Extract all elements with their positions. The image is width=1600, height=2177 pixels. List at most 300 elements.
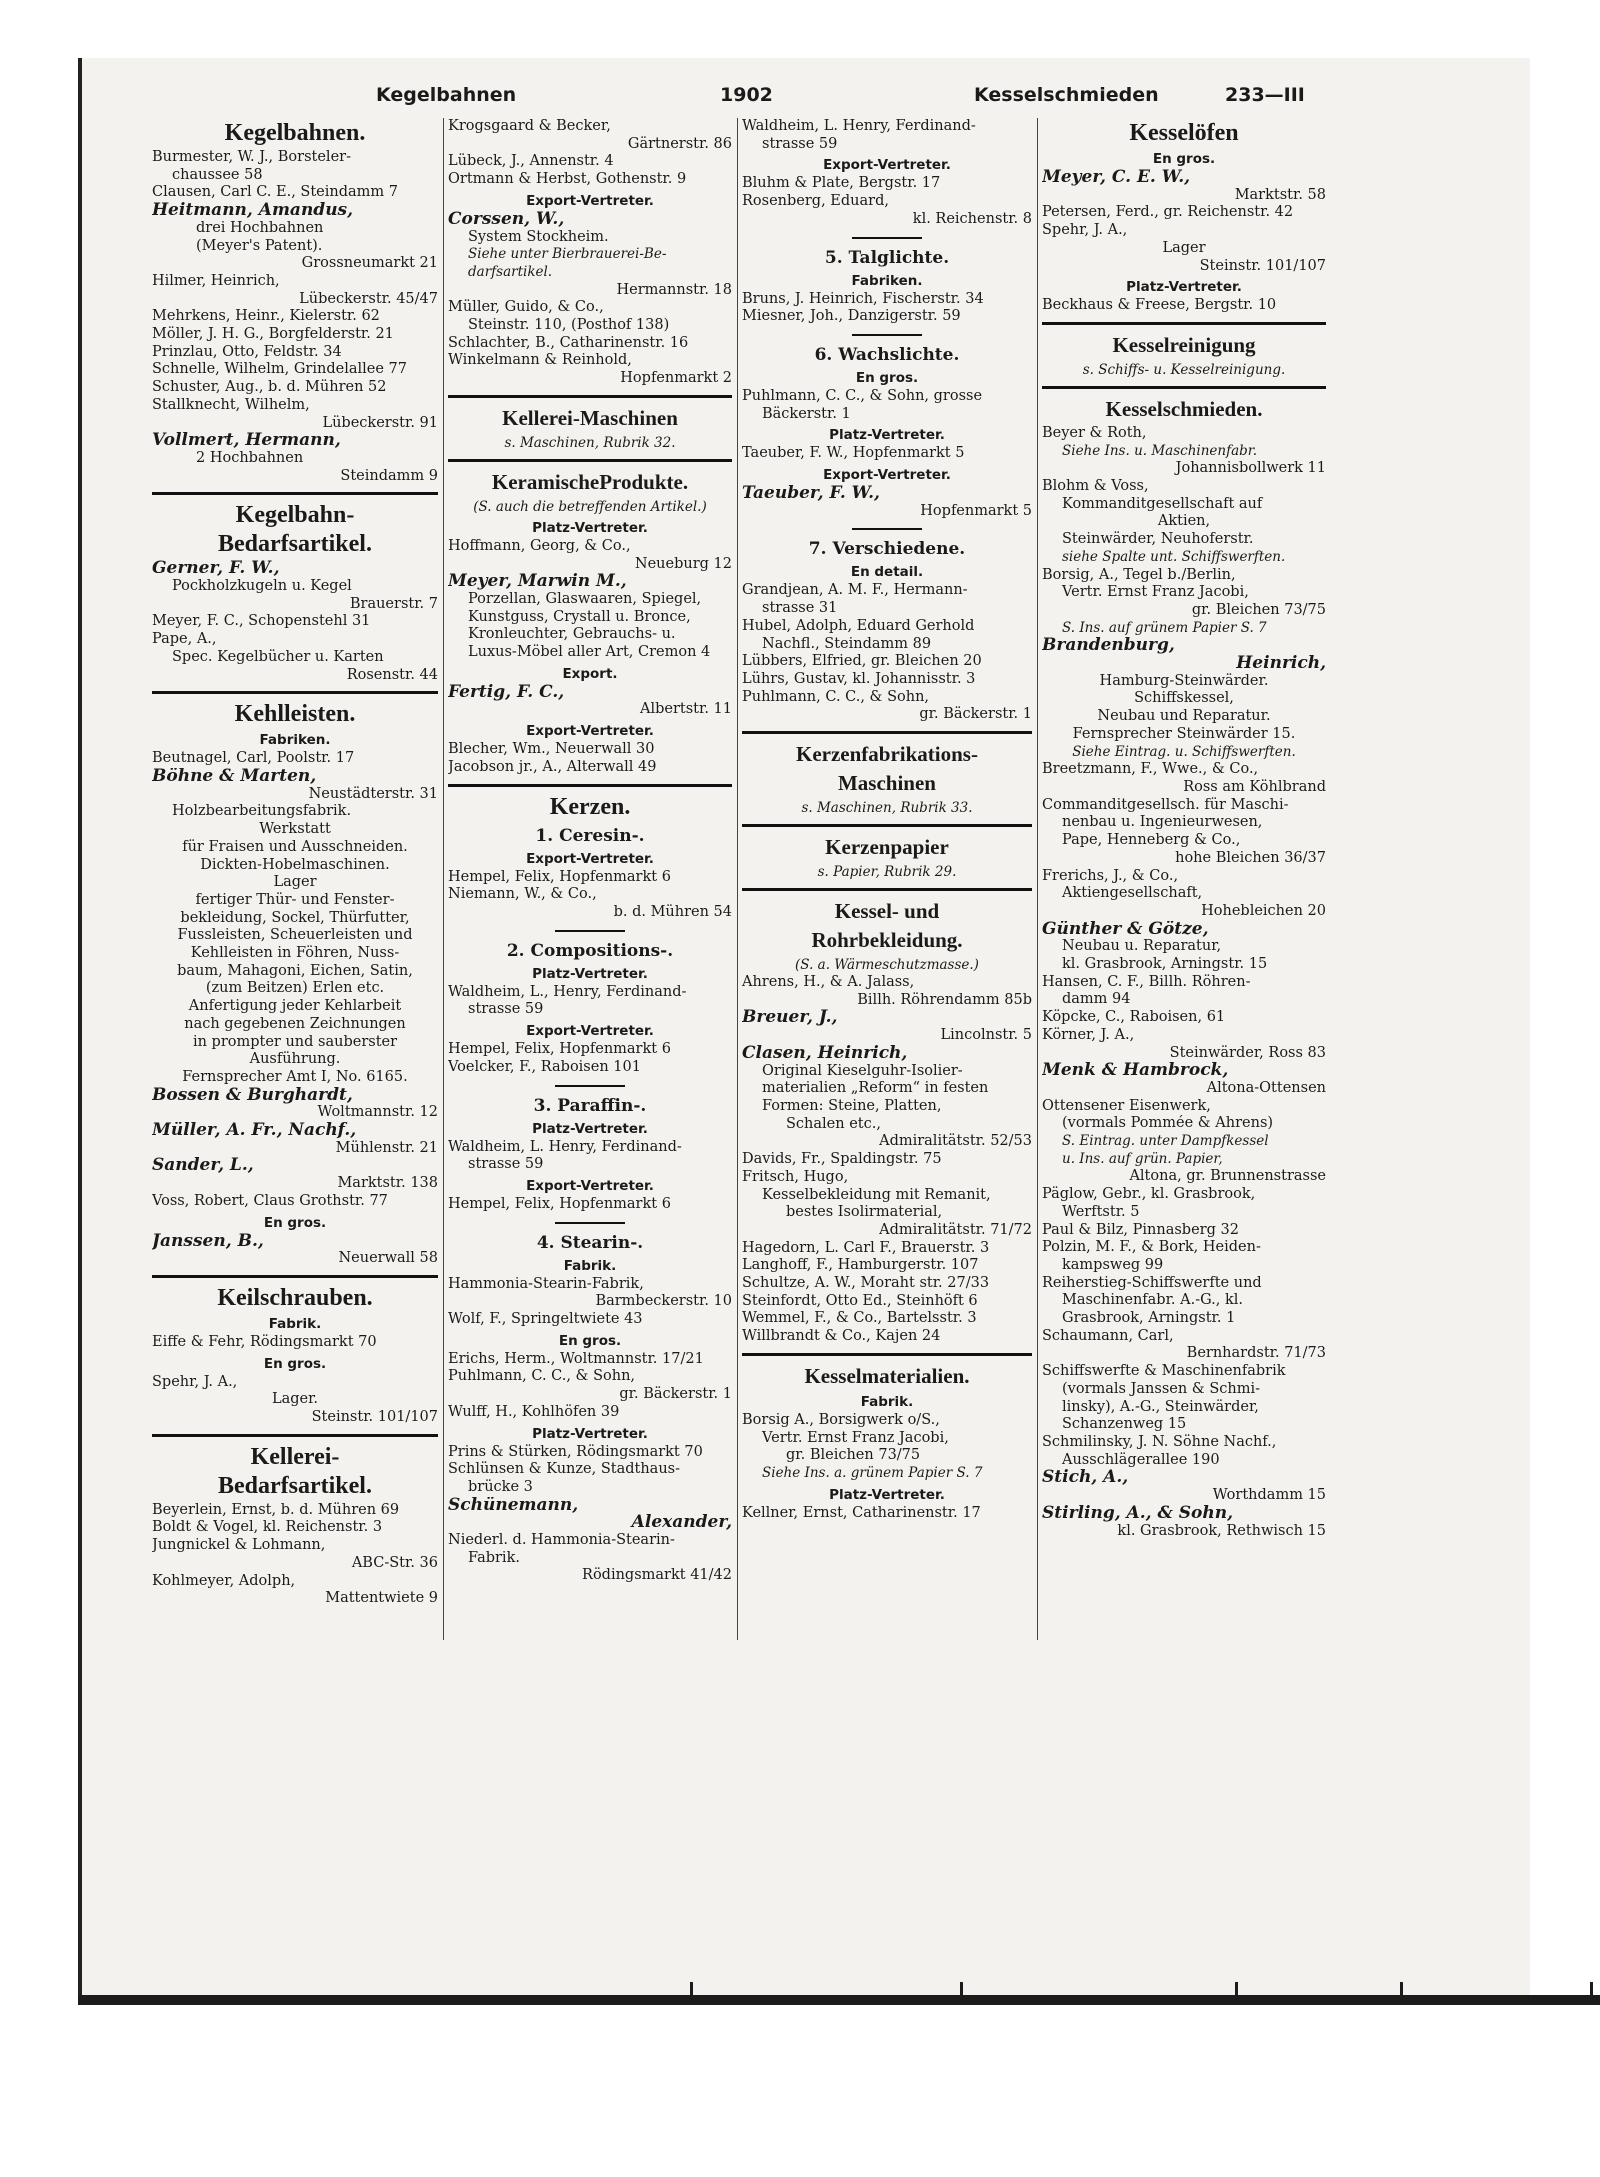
directory-entry: Sander, L., [152, 1157, 254, 1176]
directory-entry: Siehe Eintrag. u. Schiffswerften. [1072, 743, 1296, 760]
edge-tick [960, 1982, 963, 1998]
directory-entry: Langhoff, F., Hamburgerstr. 107 [742, 1257, 979, 1274]
directory-entry [1042, 602, 1326, 620]
column-1 [152, 118, 438, 1902]
directory-entry: Schaumann, Carl, [1042, 1327, 1174, 1344]
subheading: Fabrik. [860, 1393, 914, 1410]
subheading: En gros. [263, 1214, 327, 1231]
entry-address: gr. Bäckerstr. 1 [919, 706, 1032, 723]
directory-entry: Corssen, W., [448, 210, 565, 229]
directory-entry: Boldt & Vogel, kl. Reichenstr. 3 [152, 1519, 383, 1536]
section-rule [448, 784, 732, 787]
directory-entry [152, 291, 438, 309]
directory-entry: Hagedorn, L. Carl F., Brauerstr. 3 [742, 1239, 990, 1256]
entry-address: Steinwärder, Ross 83 [1169, 1044, 1326, 1061]
subheading: Export-Vertreter. [526, 1177, 654, 1194]
entry-address: Billh. Röhrendamm 85b [857, 991, 1032, 1008]
category-heading: Kegelbahn- [235, 502, 355, 529]
directory-entry: Ausführung. [249, 1051, 341, 1068]
directory-entry: Petersen, Ferd., gr. Reichenstr. 42 [1042, 204, 1294, 221]
entry-address: gr. Bleichen 73/75 [1191, 601, 1326, 618]
numbered-section: 3. Paraffin-. [533, 1095, 647, 1116]
subheading: Export-Vertreter. [526, 1023, 654, 1040]
directory-entry: Hilmer, Heinrich, [152, 272, 280, 289]
directory-entry: Puhlmann, C. C., & Sohn, grosse [742, 387, 983, 404]
directory-entry: strasse 59 [468, 1001, 544, 1018]
directory-entry: Blecher, Wm., Neuerwall 30 [448, 741, 655, 758]
directory-entry: Schlünsen & Kunze, Stadthaus- [448, 1461, 680, 1478]
numbered-section: 6. Wachslichte. [814, 344, 960, 365]
directory-entry [1042, 258, 1326, 276]
section-rule [1042, 386, 1326, 389]
entry-address: hohe Bleichen 36/37 [1175, 849, 1326, 866]
entry-address: kl. Grasbrook, Rethwisch 15 [1117, 1522, 1326, 1539]
directory-entry: Schlachter, B., Catharinenstr. 16 [448, 334, 689, 351]
directory-entry: Siehe unter Bierbrauerei-Be- [468, 246, 667, 263]
section-rule [1042, 322, 1326, 325]
directory-entry [448, 1514, 732, 1532]
directory-entry: Spec. Kegelbücher u. Karten [172, 648, 384, 665]
section-rule [852, 334, 922, 336]
entry-address: Johannisbollwerk 11 [1175, 460, 1326, 477]
directory-entry: bekleidung, Sockel, Thürfutter, [180, 909, 410, 926]
directory-entry: Steinwärder, Neuhoferstr. [1062, 531, 1254, 548]
directory-entry: Taeuber, F. W., [742, 485, 880, 503]
entry-address: Marktstr. 138 [337, 1175, 438, 1192]
directory-entry: Waldheim, L. Henry, Ferdinand- [448, 1138, 682, 1155]
directory-entry: Lager. [271, 1391, 319, 1408]
entry-address: Gärtnerstr. 86 [627, 135, 732, 152]
entry-address: Hermannstr. 18 [616, 281, 732, 298]
directory-entry: Porzellan, Glaswaaren, Spiegel, [468, 590, 702, 607]
category-heading: Kehlleisten. [234, 701, 356, 728]
subheading: Platz-Vertreter. [1126, 279, 1242, 296]
directory-entry [152, 786, 438, 804]
directory-entry [742, 1027, 1032, 1045]
directory-entry: Dickten-Hobelmaschinen. [200, 856, 390, 873]
numbered-section: 7. Verschiedene. [808, 539, 966, 560]
directory-entry: Schiffskessel, [1134, 690, 1234, 707]
directory-entry [152, 1250, 438, 1268]
directory-entry: Original Kieselguhr-Isolier- [762, 1062, 963, 1079]
subheading: En gros. [263, 1355, 327, 1372]
subheading: Platz-Vertreter. [829, 427, 945, 444]
directory-entry: Stich, A., [1042, 1469, 1129, 1488]
directory-entry: Borsig, A., Tegel b./Berlin, [1042, 566, 1236, 583]
directory-entry: Anfertigung jeder Kehlarbeit [188, 998, 402, 1015]
directory-entry: Pape, Henneberg & Co., [1062, 832, 1241, 849]
section-rule [448, 395, 732, 398]
category-heading: Keilschrauben. [217, 1284, 373, 1311]
directory-entry: Hamburg-Steinwärder. [1099, 672, 1269, 689]
directory-entry [448, 904, 732, 922]
section-rule [152, 1275, 438, 1278]
directory-entry: Willbrandt & Co., Kajen 24 [742, 1328, 941, 1345]
entry-address: kl. Reichenstr. 8 [912, 210, 1032, 227]
directory-entry: Niederl. d. Hammonia-Stearin- [448, 1532, 675, 1549]
directory-entry [1042, 1487, 1326, 1505]
directory-entry: Hubel, Adolph, Eduard Gerhold [742, 617, 975, 634]
entry-address: Albertstr. 11 [639, 701, 732, 718]
directory-entry: Beyerlein, Ernst, b. d. Mühren 69 [152, 1501, 400, 1518]
directory-entry: Köpcke, C., Raboisen, 61 [1042, 1009, 1226, 1026]
section-rule [742, 731, 1032, 734]
subheading: Fabriken. [259, 732, 331, 749]
directory-entry: 2 Hochbahnen [196, 449, 304, 466]
directory-entry: Jungnickel & Lohmann, [152, 1537, 326, 1554]
directory-entry [1042, 903, 1326, 921]
directory-entry: Aktiengesellschaft, [1062, 885, 1203, 902]
directory-entry [152, 255, 438, 273]
directory-entry: (Meyer's Patent). [196, 237, 323, 254]
directory-entry: kl. Grasbrook, Arningstr. 15 [1062, 956, 1268, 973]
column-divider [443, 118, 444, 1640]
section-rule [555, 1085, 625, 1087]
subheading: Fabrik. [563, 1257, 617, 1274]
directory-entry: Kehlleisten in Föhren, Nuss- [190, 945, 400, 962]
cross-reference: s. Schiffs- u. Kesselreinigung. [1082, 361, 1286, 378]
entry-address: Heinrich, [1236, 655, 1326, 673]
subheading: En gros. [855, 369, 919, 386]
directory-entry: Steinfordt, Otto Ed., Steinhöft 6 [742, 1292, 978, 1309]
entry-address: Alexander, [631, 1514, 732, 1533]
subheading: Fabrik. [268, 1315, 322, 1332]
directory-entry: Ausschlägerallee 190 [1062, 1451, 1220, 1468]
section-rule [852, 528, 922, 530]
directory-entry: Lager [273, 874, 317, 891]
directory-entry: Voelcker, F., Raboisen 101 [448, 1058, 641, 1075]
category-heading: Kesselöfen [1129, 120, 1239, 146]
directory-entry: Erichs, Herm., Woltmannstr. 17/21 [448, 1350, 704, 1367]
directory-entry: Formen: Steine, Platten, [762, 1097, 942, 1114]
directory-entry: Grandjean, A. M. F., Hermann- [742, 582, 968, 599]
directory-entry: Meyer, Marwin M., [448, 573, 627, 591]
directory-entry: Siehe Ins. u. Maschinenfabr. [1062, 442, 1258, 459]
subheading: Export-Vertreter. [823, 467, 951, 484]
section-rule [152, 492, 438, 495]
directory-entry: Bäckerstr. 1 [762, 405, 851, 422]
numbered-section: 1. Ceresin-. [535, 825, 645, 846]
entry-address: Neuerwall 58 [338, 1250, 438, 1267]
numbered-section: 2. Compositions-. [506, 940, 674, 961]
category-heading: Kellerei-Maschinen [502, 405, 678, 430]
entry-address: Rosenstr. 44 [346, 666, 438, 683]
directory-entry: Fussleisten, Scheuerleisten und [177, 927, 413, 944]
directory-entry: Prins & Stürken, Rödingsmarkt 70 [448, 1443, 703, 1460]
directory-entry [152, 596, 438, 614]
directory-entry [742, 211, 1032, 229]
directory-entry: Schünemann, [448, 1496, 579, 1515]
header-right-title: Kesselschmieden [974, 84, 1159, 106]
entry-address: Mühlenstr. 21 [335, 1139, 438, 1156]
directory-entry: (vormals Janssen & Schmi- [1062, 1380, 1260, 1397]
directory-entry: Menk & Hambrock, [1042, 1062, 1229, 1080]
directory-entry: Kronleuchter, Gebrauchs- u. [468, 626, 676, 643]
subheading: Platz-Vertreter. [532, 1120, 648, 1137]
directory-entry: Bossen & Burghardt, [152, 1086, 353, 1105]
edge-tick [1400, 1982, 1403, 1998]
directory-entry [448, 370, 732, 388]
entry-address: Bernhardstr. 71/73 [1186, 1345, 1326, 1362]
header-left-title: Kegelbahnen [376, 84, 517, 106]
directory-entry: Lübbers, Elfried, gr. Bleichen 20 [742, 653, 982, 670]
directory-entry: gr. Bleichen 73/75 [786, 1447, 921, 1464]
directory-entry [742, 992, 1032, 1010]
directory-entry: Lübeck, J., Annenstr. 4 [448, 153, 614, 170]
section-rule [742, 1353, 1032, 1356]
directory-entry: Meyer, C. E. W., [1042, 169, 1191, 187]
directory-entry [152, 1175, 438, 1193]
directory-entry: Böhne & Marten, [152, 767, 317, 786]
directory-entry: darfsartikel. [468, 263, 553, 280]
directory-entry [1042, 850, 1326, 868]
directory-entry: Hempel, Felix, Hopfenmarkt 6 [448, 1041, 671, 1058]
entry-address: gr. Bäckerstr. 1 [619, 1386, 732, 1403]
entry-address: Altona-Ottensen [1206, 1079, 1326, 1096]
directory-entry: Davids, Fr., Spaldingstr. 75 [742, 1151, 942, 1168]
subheading: En gros. [1152, 151, 1216, 167]
directory-entry [1042, 1345, 1326, 1363]
category-heading: Kesselschmieden. [1105, 396, 1263, 421]
entry-address: Ross am Köhlbrand [1183, 778, 1326, 795]
directory-entry [448, 1386, 732, 1404]
directory-entry: Werkstatt [259, 821, 331, 838]
directory-entry [152, 667, 438, 685]
directory-entry: Breuer, J., [742, 1009, 838, 1028]
cross-reference: (S. a. Wärmeschutzmasse.) [795, 957, 979, 974]
directory-entry [1042, 779, 1326, 797]
directory-entry: bestes Isolirmaterial, [786, 1204, 943, 1221]
section-rule [152, 691, 438, 694]
directory-entry: Beckhaus & Freese, Bergstr. 10 [1042, 297, 1277, 314]
entry-address: Hohebleichen 20 [1201, 902, 1326, 919]
column-divider [1037, 118, 1038, 1640]
directory-entry: für Fraisen und Ausschneiden. [182, 838, 408, 855]
directory-entry: Beyer & Roth, [1042, 424, 1147, 441]
page-left-edge [78, 58, 82, 2000]
directory-entry: siehe Spalte unt. Schiffswerften. [1062, 548, 1286, 565]
directory-entry: Winkelmann & Reinhold, [448, 352, 632, 369]
subheading: En gros. [558, 1332, 622, 1349]
directory-entry: (vormals Pommée & Ahrens) [1062, 1115, 1274, 1132]
directory-entry [1042, 460, 1326, 478]
directory-entry [742, 1222, 1032, 1240]
directory-entry: Puhlmann, C. C., & Sohn, [742, 688, 930, 705]
directory-entry: Hempel, Felix, Hopfenmarkt 6 [448, 868, 671, 885]
entry-address: Hopfenmarkt 2 [620, 370, 732, 387]
directory-entry: nach gegebenen Zeichnungen [184, 1015, 406, 1032]
subheading: Export. [562, 665, 618, 682]
directory-entry: Stallknecht, Wilhelm, [152, 396, 310, 413]
entry-address: Rödingsmarkt 41/42 [582, 1567, 732, 1584]
directory-entry: Clasen, Heinrich, [742, 1044, 908, 1063]
directory-entry: Polzin, M. F., & Bork, Heiden- [1042, 1239, 1261, 1256]
directory-entry: Meyer, F. C., Schopenstehl 31 [152, 613, 371, 630]
directory-entry: Heitmann, Amandus, [152, 202, 354, 220]
directory-entry: Kellner, Ernst, Catharinenstr. 17 [742, 1504, 981, 1521]
directory-entry: Lager [1162, 239, 1206, 256]
entry-address: Brauerstr. 7 [349, 595, 438, 612]
directory-entry [448, 1567, 732, 1585]
directory-entry: Mehrkens, Heinr., Kielerstr. 62 [152, 308, 380, 325]
category-heading: Kerzenfabrikations- [796, 742, 978, 767]
directory-entry: Eiffe & Fehr, Rödingsmarkt 70 [152, 1333, 377, 1350]
category-heading: Kerzenpapier [825, 835, 949, 860]
entry-address: Lübeckerstr. 91 [322, 414, 438, 431]
directory-entry: Krogsgaard & Becker, [448, 118, 611, 134]
directory-entry [1042, 1168, 1326, 1186]
directory-entry: strasse 31 [762, 600, 838, 617]
directory-entry: S. Ins. auf grünem Papier S. 7 [1062, 619, 1267, 636]
entry-address: Steinstr. 101/107 [1199, 257, 1326, 274]
cross-reference: (S. auch die betreffenden Artikel.) [473, 498, 707, 515]
column-2 [448, 118, 732, 1902]
directory-entry [1042, 187, 1326, 205]
directory-entry: Spehr, J. A., [152, 1373, 238, 1390]
directory-entry: Janssen, B., [152, 1232, 264, 1251]
directory-entry: Fritsch, Hugo, [742, 1168, 849, 1185]
category-heading: Bedarfsartikel. [218, 1472, 372, 1499]
directory-entry: Kunstguss, Crystall u. Bronce, [468, 608, 691, 625]
category-heading: Kellerei- [250, 1443, 340, 1470]
directory-entry: linsky), A.-G., Steinwärder, [1062, 1398, 1259, 1415]
directory-entry [152, 1140, 438, 1158]
directory-entry: (zum Beitzen) Erlen etc. [205, 980, 385, 997]
directory-entry: Bruns, J. Heinrich, Fischerstr. 34 [742, 290, 984, 307]
directory-entry [1042, 1080, 1326, 1098]
subheading: Fabriken. [851, 272, 923, 289]
category-heading: Bedarfsartikel. [218, 531, 372, 558]
directory-entry: Pape, A., [152, 631, 217, 648]
directory-entry: Kohlmeyer, Adolph, [152, 1572, 296, 1589]
directory-entry: Beutnagel, Carl, Poolstr. 17 [152, 750, 355, 767]
entry-address: ABC-Str. 36 [351, 1554, 438, 1571]
category-heading: Kesselmaterialien. [804, 1363, 970, 1388]
column-3 [742, 118, 1032, 1902]
directory-entry: Nachfl., Steindamm 89 [762, 635, 932, 652]
directory-entry [448, 136, 732, 154]
directory-entry: Niemann, W., & Co., [448, 886, 597, 903]
directory-entry [1042, 1045, 1326, 1063]
directory-entry: Schultze, A. W., Moraht str. 27/33 [742, 1275, 990, 1292]
directory-entry: Kesselbekleidung mit Remanit, [762, 1186, 991, 1203]
directory-entry: Vollmert, Hermann, [152, 432, 341, 450]
directory-entry: Blohm & Voss, [1042, 478, 1149, 495]
column-4 [1042, 118, 1326, 1902]
directory-entry: Möller, J. H. G., Borgfelderstr. 21 [152, 326, 394, 343]
directory-entry [448, 1293, 732, 1311]
entry-address: Admiralitätstr. 71/72 [879, 1221, 1032, 1238]
section-rule [152, 1434, 438, 1437]
directory-entry: Taeuber, F. W., Hopfenmarkt 5 [742, 445, 965, 462]
directory-entry: Vertr. Ernst Franz Jacobi, [1062, 584, 1249, 601]
directory-entry: Wolf, F., Springeltwiete 43 [448, 1311, 643, 1328]
entry-address: Barmbeckerstr. 10 [595, 1293, 732, 1310]
entry-address: b. d. Mühren 54 [613, 903, 732, 920]
directory-entry: Werftstr. 5 [1062, 1203, 1140, 1220]
directory-entry: Schuster, Aug., b. d. Mühren 52 [152, 379, 387, 396]
directory-entry: S. Eintrag. unter Dampfkessel [1062, 1133, 1269, 1150]
directory-entry: Grasbrook, Arningstr. 1 [1062, 1310, 1236, 1327]
section-rule [742, 888, 1032, 891]
directory-entry: Schnelle, Wilhelm, Grindelallee 77 [152, 361, 407, 378]
entry-address: Steinstr. 101/107 [311, 1409, 438, 1426]
directory-entry: Rosenberg, Eduard, [742, 193, 889, 210]
entry-address: Altona, gr. Brunnenstrasse [1129, 1168, 1326, 1185]
directory-entry [152, 1104, 438, 1122]
directory-entry: strasse 59 [762, 135, 838, 152]
directory-entry: baum, Mahagoni, Eichen, Satin, [177, 962, 413, 979]
directory-entry: Hoffmann, Georg, & Co., [448, 537, 631, 554]
directory-entry [742, 706, 1032, 724]
directory-entry: Miesner, Joh., Danzigerstr. 59 [742, 308, 961, 325]
category-heading: Kerzen. [549, 793, 631, 820]
edge-tick [1235, 1982, 1238, 1998]
directory-entry: Gerner, F. W., [152, 560, 280, 579]
directory-entry: chaussee 58 [172, 166, 263, 183]
directory-entry: Breetzmann, F., Wwe., & Co., [1042, 761, 1259, 778]
category-heading: Kessel- und [834, 899, 940, 924]
directory-entry: Vertr. Ernst Franz Jacobi, [762, 1429, 949, 1446]
category-heading: KeramischeProdukte. [491, 469, 689, 494]
entry-address: Neustädterstr. 31 [308, 785, 438, 802]
directory-entry: Frerichs, J., & Co., [1042, 867, 1179, 884]
category-heading: Rohrbekleidung. [811, 928, 963, 953]
directory-entry: kampsweg 99 [1062, 1256, 1164, 1273]
header-page-number: 233—III [1225, 84, 1305, 106]
directory-entry: u. Ins. auf grün. Papier, [1062, 1150, 1223, 1167]
directory-entry: Päglow, Gebr., kl. Grasbrook, [1042, 1186, 1256, 1203]
category-heading: Maschinen [837, 771, 936, 796]
directory-entry [742, 1133, 1032, 1151]
directory-entry: Neubau u. Reparatur, [1062, 938, 1222, 955]
directory-entry: Voss, Robert, Claus Grothstr. 77 [152, 1192, 388, 1209]
entry-address: Neueburg 12 [634, 555, 732, 572]
directory-entry: Brandenburg, [1042, 637, 1175, 656]
entry-address: Lübeckerstr. 45/47 [299, 290, 438, 307]
subheading: Platz-Vertreter. [532, 1425, 648, 1442]
directory-entry: Clausen, Carl C. E., Steindamm 7 [152, 184, 398, 201]
directory-entry: Müller, A. Fr., Nachf., [152, 1122, 357, 1140]
subheading: Export-Vertreter. [526, 723, 654, 740]
directory-entry: fertiger Thür- und Fenster- [195, 891, 395, 908]
directory-entry: Hammonia-Stearin-Fabrik, [448, 1275, 644, 1292]
directory-entry: Bluhm & Plate, Bergstr. 17 [742, 175, 941, 192]
directory-entry: Spehr, J. A., [1042, 222, 1128, 239]
entry-address: Woltmannstr. 12 [317, 1104, 438, 1121]
page-right-margin [1530, 58, 1600, 2000]
directory-entry: Siehe Ins. a. grünem Papier S. 7 [762, 1464, 983, 1481]
column-divider [737, 118, 738, 1640]
directory-entry: in prompter und sauberster [192, 1033, 398, 1050]
directory-entry: Fabrik. [468, 1549, 520, 1566]
directory-entry: Hempel, Felix, Hopfenmarkt 6 [448, 1195, 671, 1212]
entry-address: Steindamm 9 [340, 467, 438, 484]
edge-tick [1590, 1982, 1593, 1998]
directory-entry: Fernsprecher Steinwärder 15. [1072, 725, 1296, 742]
directory-entry [448, 282, 732, 300]
section-rule [448, 459, 732, 462]
directory-entry: Borsig A., Borsigwerk o/S., [742, 1411, 940, 1428]
numbered-section: 5. Talglichte. [824, 247, 950, 268]
directory-entry [152, 1555, 438, 1573]
cross-reference: s. Maschinen, Rubrik 33. [801, 800, 973, 817]
section-rule [555, 1222, 625, 1224]
directory-entry: Ahrens, H., & A. Jalass, [742, 974, 915, 991]
directory-entry: Ortmann & Herbst, Gothenstr. 9 [448, 171, 687, 188]
directory-entry: Paul & Bilz, Pinnasberg 32 [1042, 1221, 1239, 1238]
directory-entry: Fernsprecher Amt I, No. 6165. [182, 1068, 408, 1085]
